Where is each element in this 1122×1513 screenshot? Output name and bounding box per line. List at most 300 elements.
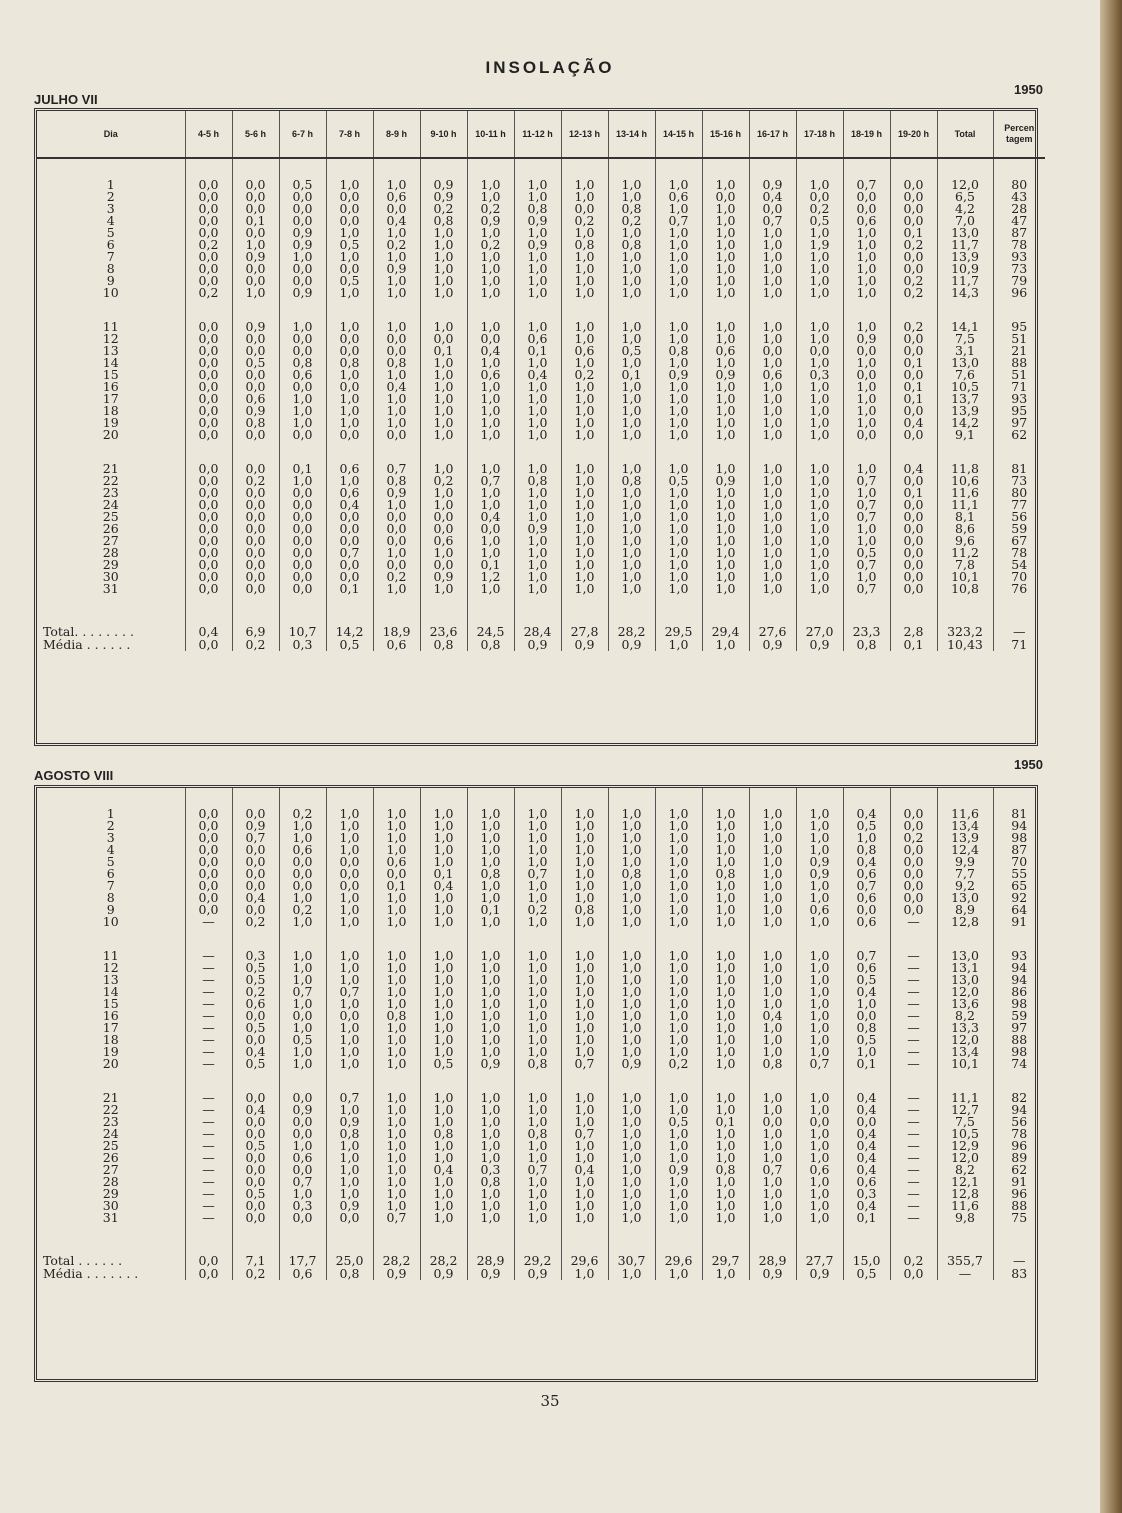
value-cell: 1,0 <box>373 583 420 595</box>
value-cell: 0,9 <box>796 638 843 651</box>
value-cell: 0,9 <box>514 1267 561 1280</box>
value-cell: 1,0 <box>655 1046 702 1058</box>
value-cell: 1,0 <box>655 1152 702 1164</box>
value-cell: 0,0 <box>232 499 279 511</box>
value-cell: 0,5 <box>279 179 326 191</box>
value-cell: 0,0 <box>326 880 373 892</box>
value-cell: 0,0 <box>232 1164 279 1176</box>
value-cell: 1,0 <box>514 487 561 499</box>
value-cell: 1,0 <box>749 429 796 441</box>
value-cell: 0,1 <box>843 1058 890 1070</box>
value-cell: 1,0 <box>373 1034 420 1046</box>
value-cell: 1,0 <box>749 856 796 868</box>
value-cell: 0,0 <box>890 191 937 203</box>
value-cell: — <box>890 1046 937 1058</box>
value-cell: 1,0 <box>561 986 608 998</box>
value-cell: 1,0 <box>655 583 702 595</box>
value-cell: — <box>185 1164 232 1176</box>
value-cell: 0,0 <box>185 475 232 487</box>
value-cell: 0,0 <box>185 381 232 393</box>
value-cell: 0,9 <box>373 1267 420 1280</box>
value-cell: 1,0 <box>514 191 561 203</box>
value-cell: 1,0 <box>514 1176 561 1188</box>
value-cell: 0,2 <box>420 475 467 487</box>
value-cell: 1,0 <box>420 1152 467 1164</box>
value-cell: 0,1 <box>608 369 655 381</box>
value-cell: 1,0 <box>373 1152 420 1164</box>
value-cell: 1,0 <box>702 904 749 916</box>
value-cell: 0,8 <box>702 1164 749 1176</box>
value-cell: 94 <box>1011 960 1028 975</box>
value-cell: 1,0 <box>608 571 655 583</box>
value-cell: 1,0 <box>796 381 843 393</box>
value-cell: 1,0 <box>796 986 843 998</box>
value-cell: 96 <box>1011 285 1028 300</box>
column-header: 9-10 h <box>420 111 467 158</box>
value-cell: 1,0 <box>608 417 655 429</box>
value-cell: 1,0 <box>514 357 561 369</box>
value-cell: 1,0 <box>420 321 467 333</box>
value-cell: 1,0 <box>326 227 373 239</box>
value-cell: 1,0 <box>655 287 702 299</box>
value-cell: 0,6 <box>843 916 890 928</box>
value-cell: 78 <box>1011 1126 1028 1141</box>
value-cell: 1,0 <box>561 547 608 559</box>
value-cell: 1,0 <box>702 559 749 571</box>
value-cell: 0,0 <box>326 345 373 357</box>
value-cell: 1,0 <box>608 1046 655 1058</box>
value-cell: 13,9 <box>937 832 993 844</box>
value-cell: 0,0 <box>279 429 326 441</box>
value-cell: 1,0 <box>373 1022 420 1034</box>
value-cell: 0,9 <box>232 405 279 417</box>
value-cell: 1,0 <box>608 904 655 916</box>
value-cell: 1,0 <box>702 808 749 820</box>
day-cell: 21 <box>37 1092 185 1104</box>
value-cell: 1,0 <box>420 227 467 239</box>
value-cell: 70 <box>1011 854 1028 869</box>
value-cell: 0,0 <box>373 559 420 571</box>
value-cell: 11,6 <box>937 808 993 820</box>
value-cell: 1,0 <box>749 962 796 974</box>
value-cell: 1,0 <box>561 880 608 892</box>
value-cell: 1,0 <box>702 1140 749 1152</box>
value-cell: 0,0 <box>232 535 279 547</box>
value-cell: 1,0 <box>608 487 655 499</box>
value-cell: 7,6 <box>937 369 993 381</box>
value-cell: — <box>185 1010 232 1022</box>
value-cell: 1,0 <box>655 868 702 880</box>
value-cell: 1,0 <box>749 1176 796 1188</box>
value-cell: 1,0 <box>561 1046 608 1058</box>
value-cell: 1,0 <box>702 1188 749 1200</box>
value-cell: 1,0 <box>514 892 561 904</box>
value-cell: 1,0 <box>561 1212 608 1224</box>
value-cell: 0,4 <box>843 986 890 998</box>
value-cell: 1,0 <box>796 832 843 844</box>
value-cell: 0,9 <box>467 1058 514 1070</box>
value-cell: 1,0 <box>608 1128 655 1140</box>
value-cell: 0,0 <box>232 1212 279 1224</box>
value-cell: 0,5 <box>608 345 655 357</box>
value-cell: 1,0 <box>749 1022 796 1034</box>
value-cell: 0,0 <box>185 547 232 559</box>
value-cell: 1,0 <box>796 523 843 535</box>
value-cell: 1,0 <box>561 1267 608 1280</box>
value-cell: 75 <box>1011 1210 1028 1225</box>
value-cell: — <box>890 986 937 998</box>
table-julho <box>34 108 1038 746</box>
value-cell: 1,0 <box>561 463 608 475</box>
value-cell: 0,8 <box>420 1128 467 1140</box>
value-cell: — <box>185 1188 232 1200</box>
value-cell: 0,2 <box>561 369 608 381</box>
value-cell: 0,6 <box>749 369 796 381</box>
value-cell: 0,0 <box>279 583 326 595</box>
value-cell: 1,0 <box>279 393 326 405</box>
value-cell: 1,0 <box>561 892 608 904</box>
table-row <box>37 429 1045 441</box>
value-cell: 0,2 <box>420 203 467 215</box>
day-cell: 18 <box>37 405 185 417</box>
value-cell: 0,8 <box>514 203 561 215</box>
value-cell: 0,8 <box>608 203 655 215</box>
value-cell: 1,0 <box>467 808 514 820</box>
value-cell: 1,0 <box>702 547 749 559</box>
value-cell: 1,0 <box>561 191 608 203</box>
value-cell: 0,0 <box>890 547 937 559</box>
value-cell: — <box>890 974 937 986</box>
value-cell: — <box>185 998 232 1010</box>
value-cell: 13,3 <box>937 1022 993 1034</box>
value-cell: 0,0 <box>185 535 232 547</box>
value-cell: 62 <box>1011 1162 1028 1177</box>
value-cell: 0,0 <box>890 251 937 263</box>
value-cell: 1,0 <box>796 1022 843 1034</box>
value-cell: 0,6 <box>702 345 749 357</box>
day-cell: 23 <box>37 487 185 499</box>
value-cell: 1,0 <box>467 393 514 405</box>
value-cell: 1,0 <box>702 179 749 191</box>
value-cell: 0,0 <box>185 393 232 405</box>
value-cell: — <box>185 1046 232 1058</box>
value-cell: 64 <box>1011 902 1028 917</box>
value-cell: 0,0 <box>232 856 279 868</box>
value-cell: 1,0 <box>420 974 467 986</box>
value-cell: 1,0 <box>514 381 561 393</box>
value-cell: 1,0 <box>373 547 420 559</box>
value-cell: 11,1 <box>937 499 993 511</box>
value-cell: 1,0 <box>796 1152 843 1164</box>
value-cell: 0,9 <box>232 251 279 263</box>
day-cell: 29 <box>37 559 185 571</box>
value-cell: 56 <box>1011 509 1028 524</box>
value-cell: 0,0 <box>279 571 326 583</box>
value-cell: 0,0 <box>232 1010 279 1022</box>
day-cell: 19 <box>37 1046 185 1058</box>
value-cell: 93 <box>1011 249 1028 264</box>
value-cell: 1,0 <box>420 986 467 998</box>
value-cell: 0,0 <box>232 1034 279 1046</box>
value-cell: — <box>185 1058 232 1070</box>
value-cell: 1,0 <box>373 1046 420 1058</box>
value-cell: 0,0 <box>185 856 232 868</box>
value-cell: 1,0 <box>420 487 467 499</box>
value-cell: 0,1 <box>890 381 937 393</box>
value-cell: 1,0 <box>514 986 561 998</box>
value-cell: 1,0 <box>843 287 890 299</box>
day-cell: 31 <box>37 583 185 595</box>
value-cell: 14,1 <box>937 321 993 333</box>
value-cell: 0,4 <box>232 1046 279 1058</box>
value-cell: 1,0 <box>702 1046 749 1058</box>
value-cell: 0,8 <box>749 1058 796 1070</box>
value-cell: 1,0 <box>279 998 326 1010</box>
value-cell: 9,1 <box>937 429 993 441</box>
value-cell: 1,0 <box>561 321 608 333</box>
value-cell: 14,3 <box>937 287 993 299</box>
value-cell: 1,0 <box>749 950 796 962</box>
value-cell: 1,0 <box>279 251 326 263</box>
value-cell: 0,0 <box>185 275 232 287</box>
value-cell: 0,0 <box>232 275 279 287</box>
value-cell: 1,0 <box>561 1200 608 1212</box>
value-cell: 1,0 <box>279 950 326 962</box>
value-cell: 1,0 <box>702 263 749 275</box>
value-cell: 1,0 <box>373 1188 420 1200</box>
value-cell: 0,0 <box>232 1116 279 1128</box>
value-cell: 0,0 <box>890 499 937 511</box>
value-cell: 1,0 <box>608 535 655 547</box>
value-cell: 1,0 <box>655 333 702 345</box>
value-cell: 0,0 <box>185 583 232 595</box>
row-label: Média . . . . . . <box>37 638 185 651</box>
value-cell: 0,8 <box>373 475 420 487</box>
value-cell: 0,5 <box>420 1058 467 1070</box>
value-cell: 0,6 <box>232 998 279 1010</box>
value-cell: 0,0 <box>890 203 937 215</box>
value-cell: 1,0 <box>843 523 890 535</box>
value-cell: 1,0 <box>796 463 843 475</box>
value-cell: 1,0 <box>655 904 702 916</box>
value-cell: 1,0 <box>420 357 467 369</box>
value-cell: 0,0 <box>467 333 514 345</box>
value-cell: 1,0 <box>702 1212 749 1224</box>
value-cell: 1,0 <box>796 535 843 547</box>
value-cell: 0,0 <box>326 381 373 393</box>
value-cell: 0,8 <box>373 357 420 369</box>
value-cell: 1,0 <box>326 1104 373 1116</box>
value-cell: 1,0 <box>326 808 373 820</box>
value-cell: 0,0 <box>232 880 279 892</box>
value-cell: 1,0 <box>702 215 749 227</box>
value-cell: 1,0 <box>702 986 749 998</box>
table-row <box>37 1212 1045 1224</box>
value-cell: 1,0 <box>514 1022 561 1034</box>
value-cell: 1,0 <box>420 1092 467 1104</box>
value-cell: 1,0 <box>279 405 326 417</box>
value-cell: 0,0 <box>232 571 279 583</box>
row-label: Total. . . . . . . . <box>37 625 185 638</box>
value-cell: 1,0 <box>749 583 796 595</box>
value-cell: 1,0 <box>702 393 749 405</box>
value-cell: 23,6 <box>420 625 467 638</box>
day-cell: 6 <box>37 239 185 251</box>
value-cell: 1,0 <box>655 916 702 928</box>
value-cell: 1,0 <box>514 547 561 559</box>
value-cell: 1,0 <box>467 381 514 393</box>
value-cell: 1,0 <box>608 547 655 559</box>
value-cell: 0,6 <box>232 393 279 405</box>
value-cell: 1,0 <box>749 1046 796 1058</box>
value-cell: 0,9 <box>326 1200 373 1212</box>
value-cell: 1,0 <box>373 808 420 820</box>
value-cell: 78 <box>1011 237 1028 252</box>
value-cell: 1,0 <box>608 998 655 1010</box>
value-cell: 0,0 <box>279 215 326 227</box>
value-cell: 0,0 <box>326 263 373 275</box>
value-cell: 1,0 <box>514 571 561 583</box>
value-cell: 1,0 <box>561 275 608 287</box>
value-cell: 13,6 <box>937 998 993 1010</box>
value-cell: 89 <box>1011 1150 1028 1165</box>
value-cell: 0,9 <box>514 239 561 251</box>
value-cell: 1,0 <box>608 986 655 998</box>
value-cell: 54 <box>1011 557 1028 572</box>
value-cell: 0,4 <box>185 625 232 638</box>
value-cell: 0,0 <box>185 571 232 583</box>
value-cell: 1,0 <box>373 369 420 381</box>
value-cell: 98 <box>1011 1044 1028 1059</box>
value-cell: 86 <box>1011 984 1028 999</box>
value-cell: 0,0 <box>232 868 279 880</box>
value-cell: 1,0 <box>749 868 796 880</box>
value-cell: 81 <box>1011 806 1028 821</box>
value-cell: 1,0 <box>655 393 702 405</box>
value-cell: 1,0 <box>561 1010 608 1022</box>
value-cell: 0,4 <box>514 369 561 381</box>
day-cell: 23 <box>37 1116 185 1128</box>
value-cell: 0,4 <box>373 215 420 227</box>
value-cell: 1,0 <box>702 251 749 263</box>
value-cell: 0,0 <box>890 856 937 868</box>
value-cell: 0,0 <box>890 535 937 547</box>
value-cell: 1,0 <box>702 856 749 868</box>
value-cell: 0,5 <box>232 1188 279 1200</box>
value-cell: 0,0 <box>185 499 232 511</box>
value-cell: 1,0 <box>608 1140 655 1152</box>
value-cell: 1,0 <box>796 1128 843 1140</box>
value-cell: 0,0 <box>843 203 890 215</box>
day-cell: 5 <box>37 856 185 868</box>
day-cell: 24 <box>37 1128 185 1140</box>
column-header: 17-18 h <box>796 111 843 158</box>
value-cell: 0,8 <box>420 638 467 651</box>
value-cell: 1,0 <box>655 1140 702 1152</box>
value-cell: 27,6 <box>749 625 796 638</box>
year-label-julho: 1950 <box>1014 82 1043 97</box>
value-cell: 29,6 <box>655 1254 702 1267</box>
value-cell: 0,9 <box>655 369 702 381</box>
value-cell: 1,0 <box>279 1188 326 1200</box>
day-cell: 27 <box>37 1164 185 1176</box>
value-cell: 6,5 <box>937 191 993 203</box>
value-cell: 1,0 <box>326 962 373 974</box>
value-cell: 83 <box>1011 1265 1028 1281</box>
value-cell: 10,1 <box>937 571 993 583</box>
value-cell: 0,1 <box>467 559 514 571</box>
value-cell: 1,0 <box>702 950 749 962</box>
value-cell: 0,0 <box>890 345 937 357</box>
value-cell: 1,0 <box>373 275 420 287</box>
value-cell: 29,7 <box>702 1254 749 1267</box>
value-cell: — <box>890 1092 937 1104</box>
value-cell: 0,0 <box>843 369 890 381</box>
value-cell: 0,4 <box>232 892 279 904</box>
value-cell: 1,0 <box>420 950 467 962</box>
value-cell: 0,9 <box>279 287 326 299</box>
value-cell: 0,9 <box>514 638 561 651</box>
value-cell: 1,0 <box>655 986 702 998</box>
value-cell: 1,0 <box>326 1022 373 1034</box>
value-cell: 0,6 <box>279 369 326 381</box>
value-cell: 1,0 <box>702 998 749 1010</box>
value-cell: 1,0 <box>796 227 843 239</box>
value-cell: 0,0 <box>326 856 373 868</box>
value-cell: 7,0 <box>937 215 993 227</box>
value-cell: 1,0 <box>655 511 702 523</box>
value-cell: 0,2 <box>279 808 326 820</box>
value-cell: 1,0 <box>561 381 608 393</box>
value-cell: 0,0 <box>232 487 279 499</box>
value-cell: 1,0 <box>326 1164 373 1176</box>
value-cell: 1,0 <box>467 1188 514 1200</box>
value-cell: 1,0 <box>702 523 749 535</box>
value-cell: 1,0 <box>655 1034 702 1046</box>
value-cell: 1,0 <box>467 1092 514 1104</box>
value-cell: 0,9 <box>655 1164 702 1176</box>
value-cell: 1,0 <box>843 357 890 369</box>
day-cell: 27 <box>37 535 185 547</box>
value-cell: 1,0 <box>608 1267 655 1280</box>
value-cell: 0,5 <box>232 357 279 369</box>
value-cell: 0,7 <box>843 559 890 571</box>
value-cell: 8,9 <box>937 904 993 916</box>
value-cell: 1,0 <box>467 179 514 191</box>
value-cell: 0,4 <box>373 381 420 393</box>
value-cell: 1,0 <box>561 263 608 275</box>
value-cell: — <box>185 1212 232 1224</box>
value-cell: 0,4 <box>467 345 514 357</box>
value-cell: 24,5 <box>467 625 514 638</box>
value-cell: 1,0 <box>467 1140 514 1152</box>
value-cell: 0,0 <box>373 535 420 547</box>
value-cell: 0,8 <box>561 904 608 916</box>
value-cell: 1,0 <box>279 962 326 974</box>
value-cell: — <box>890 1212 937 1224</box>
value-cell: 1,0 <box>420 916 467 928</box>
value-cell: — <box>890 1128 937 1140</box>
value-cell: 1,0 <box>561 1034 608 1046</box>
value-cell: 0,0 <box>185 203 232 215</box>
value-cell: 1,0 <box>373 820 420 832</box>
value-cell: 1,0 <box>561 523 608 535</box>
value-cell: 0,0 <box>232 1200 279 1212</box>
value-cell: 1,0 <box>749 511 796 523</box>
value-cell: 0,9 <box>326 1116 373 1128</box>
value-cell: 8,2 <box>937 1010 993 1022</box>
value-cell: 1,0 <box>326 916 373 928</box>
